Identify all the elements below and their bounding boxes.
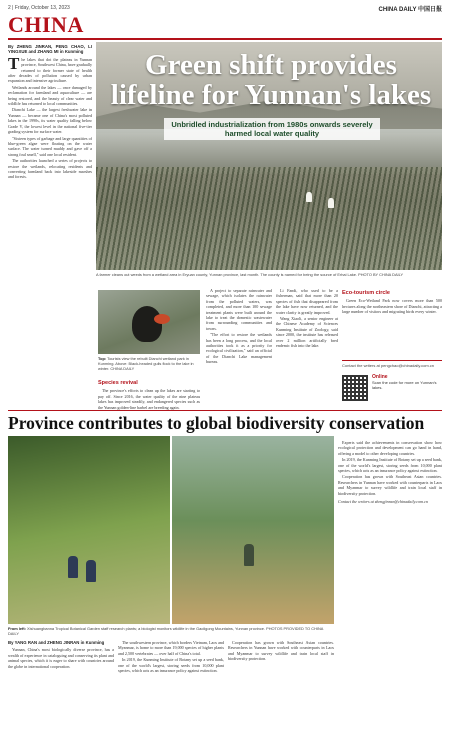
story-paragraph: In 2019, the Kunming Institute of Botany set up a seed bank, one of the world's largest, storing seeds from 10,000 plant species, which acts as an insurance policy against extinction.: [118, 657, 224, 674]
contact-line: Contact the writers at pengchao@chinadaily.com.cn: [342, 363, 435, 368]
story-paragraph: Cooperation has grown with Southeast Asian countries. Researchers in Yunnan have worked with counterparts in Laos and Myanmar to survey wildlife and train local staff in biodiversity protection.: [338, 474, 442, 496]
bird-figure: [306, 192, 312, 202]
section-title: CHINA: [8, 12, 84, 37]
story-paragraph: Experts said the achievements in conservation show how ecological protection and development can go hand in hand, offering a model to other developing countries.: [338, 440, 442, 456]
second-story-column: [8, 640, 114, 744]
online-box: [342, 360, 442, 406]
story-paragraph: A project to separate rainwater and sewage, which isolates the rainwater from the polluted waters, was completed, and more than 100 sewage treatment plants were built around the lake to treat the domestic wastewater from surrounding communities and towns.: [206, 288, 272, 331]
story-divider: [8, 410, 442, 411]
online-promo: [372, 375, 442, 390]
bird-figure: [328, 198, 334, 208]
photo-right: [172, 436, 334, 624]
story-paragraph: In 2019, the Kunming Institute of Botany set up a seed bank, one of the world's largest, storing seeds from 10,000 plant species, which acts as an insurance policy against extinction.: [338, 457, 442, 474]
inset-photo: [98, 290, 200, 354]
story-paragraph: Cooperation has grown with Southeast Asian countries. Researchers in Yunnan have worked with counterparts in Laos and Myanmar to survey wildlife and train local staff in biodiversity protection.: [228, 640, 334, 662]
caption-label: Top:: [98, 356, 107, 361]
second-byline: By YANG RAN and ZHENG JINRAN in Kunming: [8, 640, 105, 645]
contact-line: Contact the writers at zhengjinran@chinadaily.com.cn: [338, 499, 428, 505]
online-heading: Online: [372, 374, 388, 380]
hero-headline: Green shift provides lifeline for Yunnan's lakes: [110, 49, 432, 111]
hero-caption: A farmer cleans out weeds from a wetland area in Eryuan county, Yunnan province, last month. The county is named for being the source of Erhai Lake. PHOTO BY CHINA DAILY: [96, 272, 404, 277]
story-paragraph: Wang Xiaoli, a senior engineer at the Chinese Academy of Sciences Kunming Institute of Zoology, said since 2000, the institute has released over 2 million artificially bred endemic fish into the lake.: [276, 316, 338, 349]
second-story-photo: [8, 436, 334, 624]
qr-code-icon[interactable]: [342, 375, 368, 401]
story-paragraph: The southwestern province, which borders Vietnam, Laos and Myanmar, is home to more than 19,000 species of higher plants and 2,500 vertebrates — over half of China's total.: [118, 640, 224, 656]
lead-paragraph: The authorities launched a series of projects to restore the wetlands, relocating residents and converting farmland back into lakeside marshes and forests.: [8, 158, 92, 180]
story-paragraph: Li Fandi, who used to be a fisherman, said that more than 20 species of fish that disappeared from the lake have now returned, and the water clarity is greatly improved.: [276, 288, 338, 315]
photo-separator: [170, 436, 172, 624]
species-paragraph: The province's efforts to clean up the lakes are starting to pay off. Since 2016, the water quality of the nine plateau lakes has improved steadily, and endangered species such as the Yunnan golden-line barbel are breeding again.: [98, 388, 200, 410]
story-column: [276, 288, 338, 406]
story-column: [206, 288, 272, 406]
photo-left: [8, 436, 170, 624]
newspaper-brand: CHINA DAILY 中国日报: [378, 7, 442, 13]
drop-cap: T: [8, 53, 20, 73]
species-column: [98, 378, 200, 410]
photo-reeds: [96, 167, 442, 270]
lead-story-column: [8, 44, 92, 406]
person-figure: [68, 556, 78, 578]
lead-paragraph: he lakes that dot the plateau in Yunnan province, Southwest China, have gradually returned to their former state of health after decades of pollution caused by urban expansion and intensive agriculture.: [8, 56, 92, 84]
caption-text: Xishuangbanna Tropical Botanical Garden staff research plants; a biologist monitors wildlife in the Gaoligong Mountains, Yunnan province. PHOTOS PROVIDED TO CHINA DAILY: [8, 626, 324, 636]
inset-caption: [98, 356, 200, 371]
lead-paragraph: Dianchi Lake — the largest freshwater lake in Yunnan — became one of China's most polluted lakes in the 1990s, its water quality falling below Grade V, the lowest level in the national five-tier grading system for surface water.: [8, 107, 92, 135]
lead-byline: By ZHENG JINRAN, PENG CHAO, LI YINGXUE and ZHANG MI in Kunming: [8, 44, 92, 55]
second-story-column: [228, 640, 334, 744]
person-figure: [86, 560, 96, 582]
second-headline: Province contributes to global biodiversity conservation: [8, 413, 425, 433]
story-paragraph: Green Eco-Wetland Park now covers more than 500 hectares along the northeastern shore of Dianchi, attracting a large number of visitors and migrating birds every winter.: [342, 298, 442, 315]
section-rule: [8, 38, 442, 40]
lead-paragraph: "Sixteen types of garbage and large quantities of blue-green algae were floating on the water surface. The water turned muddy and gave off a strong foul smell," said one local resident.: [8, 135, 92, 157]
hero-subheadline: Unbridled industrialization from 1980s onwards severely harmed local water quality: [164, 118, 380, 140]
lead-paragraph: Wetlands around the lakes — once damaged by reclamation for farmland and aquaculture — are being restored, and the beauty of clear water and wildlife has returned to local communities.: [8, 84, 92, 107]
person-figure: [244, 544, 254, 566]
story-column: [342, 288, 442, 358]
story-paragraph: "The effort to restore the wetlands has been a long process, and the local authorities took it as a priority for ecological civilization," said an official of the Dianchi Lake management bureau.: [206, 332, 272, 365]
second-story-column: [338, 440, 442, 744]
second-story-column: [118, 640, 224, 744]
story-paragraph: Yunnan, China's most biologically diverse province, has a wealth of experience in cataloguing and conserving its plant and animal species, which it is eager to share with countries around the globe in international cooperation.: [8, 647, 114, 669]
caption-text: Tourists view the rebuilt Dianchi wetland park in Kunming. Above: Black-headed gulls flock to the lake in winter. CHINA DAILY: [98, 356, 194, 371]
hero-photo: [96, 42, 442, 270]
second-caption: [8, 626, 334, 636]
caption-label: From left:: [8, 626, 26, 631]
online-text: Scan the code for more on Yunnan's lakes.: [372, 380, 437, 390]
page-date: 2 | Friday, October 13, 2023: [8, 5, 70, 11]
eco-subhead: Eco-tourism circle: [342, 290, 390, 296]
bird-figure: [132, 306, 162, 342]
bird-figure: [154, 314, 170, 324]
species-subhead: Species revival: [98, 380, 138, 386]
